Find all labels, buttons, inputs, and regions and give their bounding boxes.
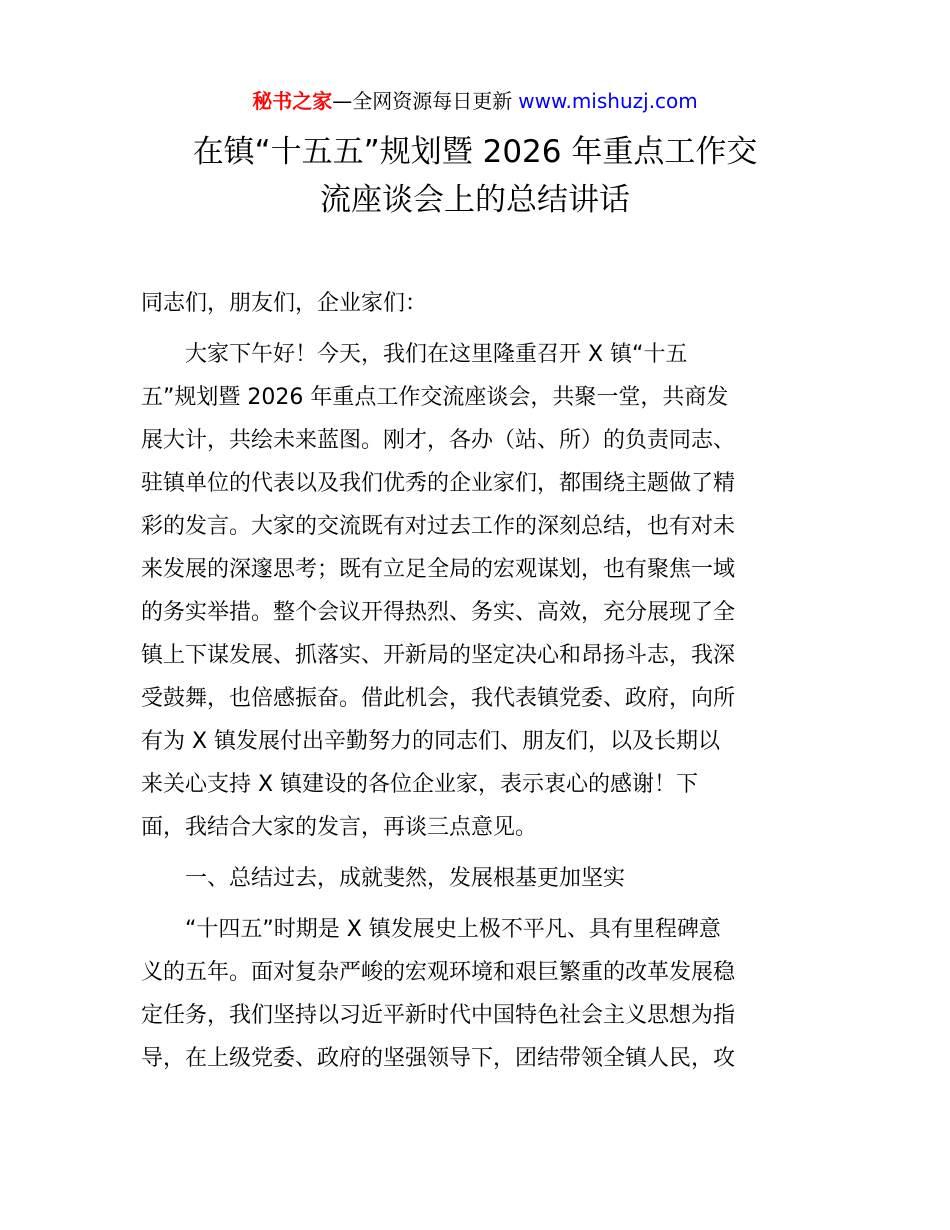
paragraph-line: 面，我结合大家的发言，再谈三点意见。 xyxy=(141,815,538,840)
paragraph-line: 受鼓舞，也倍感振奋。借此机会，我代表镇党委、政府，向所 xyxy=(141,686,736,711)
paragraph-line: 展大计，共绘未来蓝图。刚才，各办（站、所）的负责同志、 xyxy=(141,428,736,453)
paragraph-line: 来发展的深邃思考；既有立足全局的宏观谋划，也有聚焦一域 xyxy=(141,557,736,582)
paragraph-review xyxy=(141,908,811,1080)
site-header-banner xyxy=(0,86,950,116)
title-line: 在镇“十五五”规划暨 2026 年重点工作交 xyxy=(192,134,758,170)
site-tagline: —全网资源每日更新 xyxy=(332,89,513,113)
title-line: 流座谈会上的总结讲话 xyxy=(320,182,630,218)
salutation: 同志们，朋友们，企业家们： xyxy=(141,291,428,316)
paragraph-line: 定任务，我们坚持以习近平新时代中国特色社会主义思想为指 xyxy=(141,1003,736,1028)
paragraph-line: 五”规划暨 2026 年重点工作交流座谈会，共聚一堂，共商发 xyxy=(141,385,729,410)
paragraph-line: 的务实举措。整个会议开得热烈、务实、高效，充分展现了全 xyxy=(141,600,736,625)
site-name: 秘书之家 xyxy=(252,89,333,113)
paragraph-line: 大家下午好！今天，我们在这里隆重召开 X 镇“十五 xyxy=(185,342,688,367)
site-url-link[interactable]: www.mishuzj.com xyxy=(518,89,698,113)
paragraph-opening xyxy=(141,333,811,849)
document-body xyxy=(141,282,811,1080)
paragraph-line: 导，在上级党委、政府的坚强领导下，团结带领全镇人民，攻 xyxy=(141,1046,736,1071)
document-title xyxy=(100,128,850,224)
paragraph-line: “十四五”时期是 X 镇发展史上极不平凡、具有里程碑意 xyxy=(185,917,721,942)
paragraph-line: 有为 X 镇发展付出辛勤努力的同志们、朋友们，以及长期以 xyxy=(141,729,721,754)
paragraph-line: 来关心支持 X 镇建设的各位企业家，表示衷心的感谢！下 xyxy=(141,772,699,797)
section-heading: 一、总结过去，成就斐然，发展根基更加坚实 xyxy=(185,866,626,891)
paragraph-line: 镇上下谋发展、抓落实、开新局的坚定决心和昂扬斗志，我深 xyxy=(141,643,736,668)
paragraph-line: 驻镇单位的代表以及我们优秀的企业家们，都围绕主题做了精 xyxy=(141,471,736,496)
paragraph-line: 义的五年。面对复杂严峻的宏观环境和艰巨繁重的改革发展稳 xyxy=(141,960,736,985)
paragraph-line: 彩的发言。大家的交流既有对过去工作的深刻总结，也有对未 xyxy=(141,514,736,539)
